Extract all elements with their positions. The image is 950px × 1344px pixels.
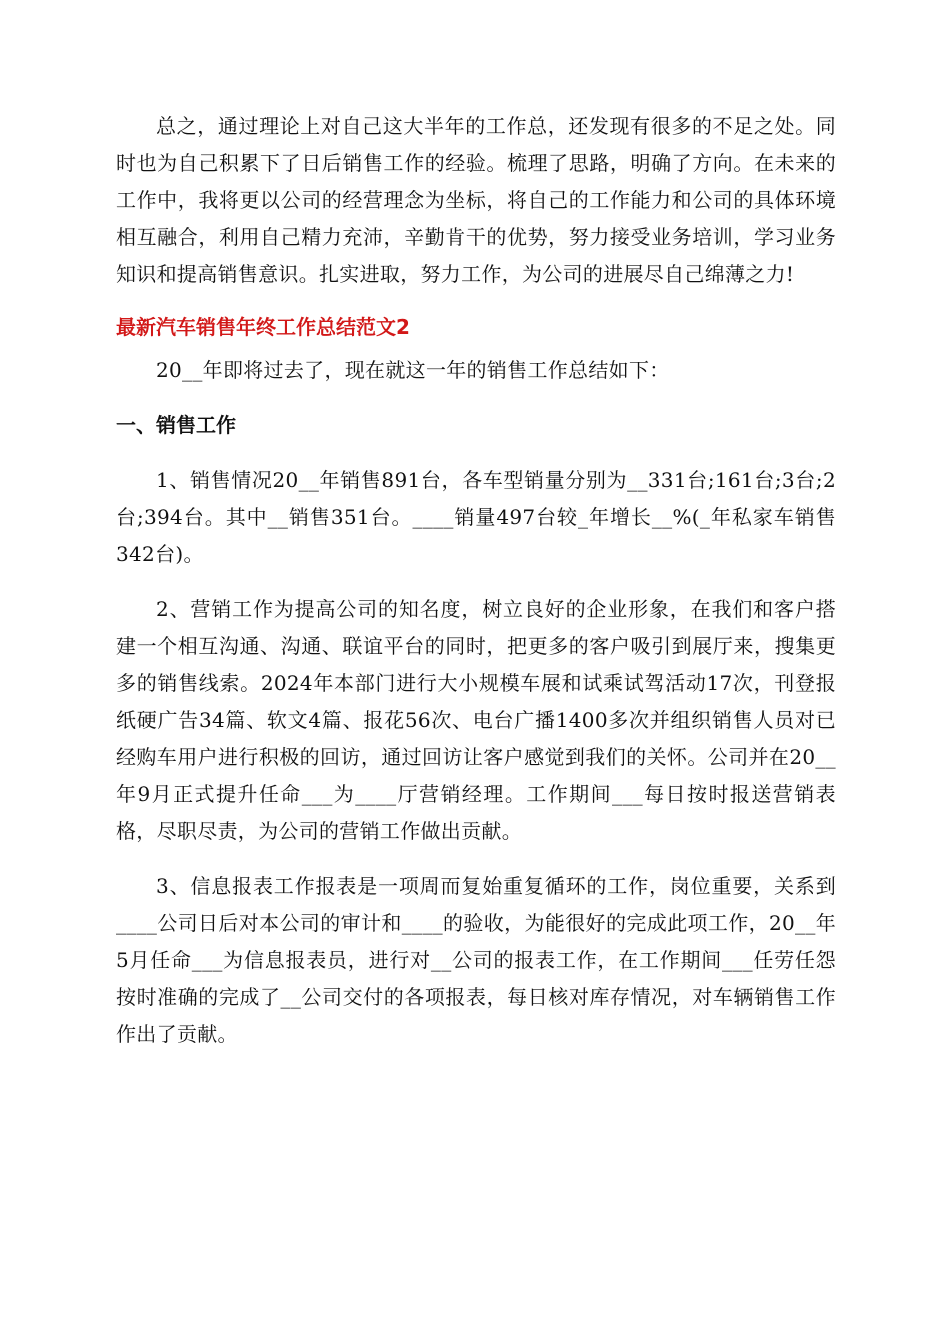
document-page — [116, 108, 836, 1053]
conclusion-paragraph: 总之，通过理论上对自己这大半年的工作总，还发现有很多的不足之处。同时也为自己积累下了日后销售工作的经验。梳理了思路，明确了方向。在未来的工作中，我将更以公司的经营理念为坐标，将自己的工作能力和公司的具体环境相互融合，利用自己精力充沛，辛勤肯干的优势，努力接受业务培训，学习业务知识和提高销售意识。扎实进取，努力工作，为公司的进展尽自己绵薄之力! — [116, 114, 836, 286]
document-title: 最新汽车销售年终工作总结范文2 — [116, 315, 410, 339]
section-heading-sales: 一、销售工作 — [116, 413, 236, 437]
sales-item-1: 1、销售情况20__年销售891台，各车型销量分别为__331台;161台;3台;2台;394台。其中__销售351台。____销量497台较_年增长__%(_年私家车销售342台)。 — [116, 468, 836, 566]
sales-item-2: 2、营销工作为提高公司的知名度，树立良好的企业形象，在我们和客户搭建一个相互沟通、沟通、联谊平台的同时，把更多的客户吸引到展厅来，搜集更多的销售线索。2024年本部门进行大小规模车展和试乘试驾活动17次，刊登报纸硬广告34篇、软文4篇、报花56次、电台广播1400多次并组织销售人员对已经购车用户进行积极的回访，通过回访让客户感觉到我们的关怀。公司并在20__年9月正式提升任命___为____厅营销经理。工作期间___每日按时报送营销表格，尽职尽责，为公司的营销工作做出贡献。 — [116, 597, 836, 843]
intro-paragraph: 20__年即将过去了，现在就这一年的销售工作总结如下： — [156, 358, 670, 382]
sales-item-3: 3、信息报表工作报表是一项周而复始重复循环的工作，岗位重要，关系到____公司日后对本公司的审计和____的验收，为能很好的完成此项工作，20__年5月任命___为信息报表员，进行对__公司的报表工作，在工作期间___任劳任怨按时准确的完成了__公司交付的各项报表，每日核对库存情况，对车辆销售工作作出了贡献。 — [116, 874, 836, 1046]
